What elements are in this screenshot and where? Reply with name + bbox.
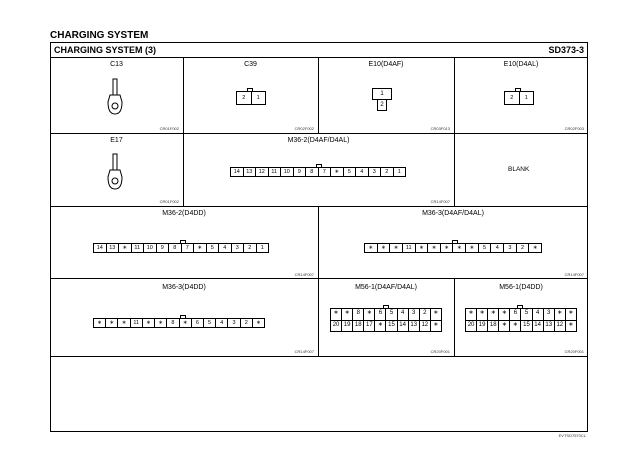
- m362b-pin: 14: [94, 244, 107, 252]
- m362a-pin: 12: [256, 168, 269, 176]
- m561b-pin: ∗: [499, 309, 510, 320]
- m363a-pin: ∗: [365, 244, 378, 252]
- m363a-pin: ∗: [441, 244, 454, 252]
- e10a-code: CR03F013: [430, 126, 450, 131]
- m363b-pin: 11: [131, 319, 143, 327]
- m362a-pin: 7: [319, 168, 332, 176]
- m363b-title: M36-3(D4DD): [162, 284, 206, 291]
- m561b-pin: 18: [488, 321, 499, 332]
- m561b-pin: ∗: [477, 309, 488, 320]
- m561a-pin: ∗: [433, 310, 439, 316]
- m362a-pin: 11: [269, 168, 282, 176]
- rule-row2: [50, 206, 588, 207]
- m362a-pin: ∗: [331, 168, 344, 176]
- m362b-pin: 13: [107, 244, 120, 252]
- m561b-pin: ∗: [510, 321, 521, 332]
- m561b-pin: 5: [521, 309, 532, 320]
- rule-v5: [454, 133, 455, 206]
- rule-row1: [50, 133, 588, 134]
- m561b-pin: 3: [544, 309, 555, 320]
- section-title: CHARGING SYSTEM (3): [54, 45, 157, 55]
- m561b-pin: 20: [466, 321, 477, 332]
- m561a-pin: ∗: [375, 321, 386, 332]
- m363b-pin: 5: [204, 319, 216, 327]
- m362a-connector: [230, 167, 406, 177]
- m363a-pin: 4: [491, 244, 504, 252]
- m363a-pin: ∗: [466, 244, 479, 252]
- m561b-pin: ∗: [466, 309, 477, 320]
- m363a-code: CR14F007: [564, 272, 584, 277]
- m561a-pin: 17: [364, 321, 375, 332]
- m561b-pin: 12: [555, 321, 566, 332]
- m561b-pin: ∗: [568, 322, 574, 328]
- m561b-connector: [465, 308, 577, 332]
- document-title: CHARGING SYSTEM: [50, 30, 149, 41]
- ring-terminal-icon: [106, 153, 124, 193]
- m362b-code: CR14F007: [294, 272, 314, 277]
- m363b-pin: ∗: [256, 320, 261, 326]
- e10b-pin: 1: [524, 95, 528, 101]
- m362a-pin: 4: [356, 168, 369, 176]
- m561b-code: CR20F001: [564, 349, 584, 354]
- m561a-pin: 12: [420, 321, 431, 332]
- m363a-connector: [364, 243, 542, 253]
- m362b-pin: 7: [182, 244, 195, 252]
- m363b-pin: ∗: [155, 319, 167, 327]
- m561b-title: M56-1(D4DD): [499, 284, 543, 291]
- m561b-row-top: [466, 309, 576, 320]
- c13-code: CR01F002: [159, 126, 179, 131]
- m561b-pin: 13: [544, 321, 555, 332]
- m362a-pin: 8: [306, 168, 319, 176]
- ring-terminal-icon: [106, 78, 124, 118]
- m561a-pin: ∗: [364, 309, 375, 320]
- m362b-pin: 10: [144, 244, 157, 252]
- m362a-pin: 1: [397, 169, 401, 175]
- rule-header: [50, 57, 588, 58]
- m362a-pin: 3: [369, 168, 382, 176]
- e17-title: E17: [110, 137, 123, 144]
- m362a-pin: 5: [344, 168, 357, 176]
- m363a-pin: 2: [517, 244, 530, 252]
- m363b-pin: ∗: [118, 319, 130, 327]
- m362a-pin: 14: [231, 168, 244, 176]
- rule-v2: [318, 57, 319, 133]
- m363b-connector: [93, 318, 265, 328]
- m362b-pin: 2: [244, 244, 257, 252]
- rule-row3: [50, 278, 588, 279]
- m362b-title: M36-2(D4DD): [162, 210, 206, 217]
- m362b-pin: 4: [219, 244, 232, 252]
- m561a-pin: 18: [353, 321, 364, 332]
- m561a-row-top: [331, 309, 441, 320]
- m363b-pin: ∗: [143, 319, 155, 327]
- m561a-pin: ∗: [433, 322, 439, 328]
- m362b-pin: 3: [232, 244, 245, 252]
- m363b-code: CR14F007: [294, 349, 314, 354]
- m363b-pin: 8: [167, 319, 179, 327]
- m561b-pin: ∗: [499, 321, 510, 332]
- m561a-row-bottom: [331, 320, 441, 332]
- m561a-pin: 13: [409, 321, 420, 332]
- e10a-title: E10(D4AF): [368, 61, 404, 68]
- rule-v3: [454, 57, 455, 133]
- m363a-pin: ∗: [378, 244, 391, 252]
- m561b-pin: 15: [521, 321, 532, 332]
- m362a-pin: 2: [381, 168, 394, 176]
- m561a-pin: 15: [386, 321, 397, 332]
- m362b-pin: ∗: [194, 244, 207, 252]
- c39-pin: 2: [237, 92, 252, 104]
- m561b-pin: 6: [510, 309, 521, 320]
- e10a-pin-top: 1: [372, 88, 392, 100]
- m561a-pin: 20: [331, 321, 342, 332]
- c39-pin: 1: [256, 95, 260, 101]
- m363b-pin: ∗: [106, 319, 118, 327]
- rule-v1: [183, 57, 184, 133]
- c39-code: CR02F002: [294, 126, 314, 131]
- m362b-pin: 1: [260, 245, 264, 251]
- m561a-pin: 4: [398, 309, 409, 320]
- m363a-pin: ∗: [428, 244, 441, 252]
- m363a-pin: 11: [403, 244, 416, 252]
- m561a-pin: 8: [353, 309, 364, 320]
- e10b-pin: 2: [505, 92, 520, 104]
- m561a-pin: 14: [398, 321, 409, 332]
- m362a-pin: 13: [244, 168, 257, 176]
- m561a-pin: ∗: [342, 309, 353, 320]
- m561b-pin: ∗: [568, 310, 574, 316]
- m561a-pin: 3: [409, 309, 420, 320]
- m362a-pin: 10: [281, 168, 294, 176]
- m561a-pin: 19: [342, 321, 353, 332]
- c39-connector: [236, 91, 266, 105]
- m362a-code: CR14F007: [430, 199, 450, 204]
- m363b-pin: ∗: [180, 319, 192, 327]
- e17-code: CR01F002: [159, 199, 179, 204]
- m362b-pin: 9: [157, 244, 170, 252]
- c39-title: C39: [244, 61, 257, 68]
- m362b-pin: 8: [169, 244, 182, 252]
- diagram-code: SD373-3: [548, 45, 584, 55]
- rule-row4: [50, 356, 588, 357]
- m561a-code: CR20F001: [430, 349, 450, 354]
- e10b-title: E10(D4AL): [503, 61, 539, 68]
- m363a-pin: ∗: [416, 244, 429, 252]
- e10a-pin-bottom: 2: [377, 99, 387, 111]
- m362b-connector: [93, 243, 269, 253]
- m561a-pin: 2: [420, 309, 431, 320]
- m561a-pin: ∗: [331, 309, 342, 320]
- m561b-pin: 4: [533, 309, 544, 320]
- m362a-pin: 9: [294, 168, 307, 176]
- e10b-code: CR02F003: [564, 126, 584, 131]
- m561b-pin: 19: [477, 321, 488, 332]
- m363a-pin: ∗: [532, 245, 538, 251]
- m363a-pin: ∗: [390, 244, 403, 252]
- m363a-pin: 3: [504, 244, 517, 252]
- m561b-pin: 14: [533, 321, 544, 332]
- m362b-pin: ∗: [119, 244, 132, 252]
- m363b-pin: 4: [216, 319, 228, 327]
- m561a-connector: [330, 308, 442, 332]
- m561b-pin: ∗: [555, 309, 566, 320]
- m363b-pin: 2: [241, 319, 253, 327]
- m363b-pin: 3: [228, 319, 240, 327]
- e10b-connector: [504, 91, 534, 105]
- m363b-pin: ∗: [94, 319, 106, 327]
- m561a-pin: 5: [386, 309, 397, 320]
- m561a-pin: 6: [375, 309, 386, 320]
- m362a-title: M36-2(D4AF/D4AL): [287, 137, 350, 144]
- m363b-pin: 6: [192, 319, 204, 327]
- m561b-row-bottom: [466, 320, 576, 332]
- m561b-pin: ∗: [488, 309, 499, 320]
- m561a-title: M56-1(D4AF/D4AL): [355, 284, 417, 291]
- m363a-pin: 5: [479, 244, 492, 252]
- footer-code: EVTSD7570CL: [558, 433, 586, 438]
- m363a-title: M36-3(D4AF/D4AL): [422, 210, 484, 217]
- blank-label: BLANK: [508, 166, 530, 173]
- m362b-pin: 5: [207, 244, 220, 252]
- m362b-pin: 11: [132, 244, 145, 252]
- c13-title: C13: [110, 61, 123, 68]
- m363a-pin: ∗: [453, 244, 466, 252]
